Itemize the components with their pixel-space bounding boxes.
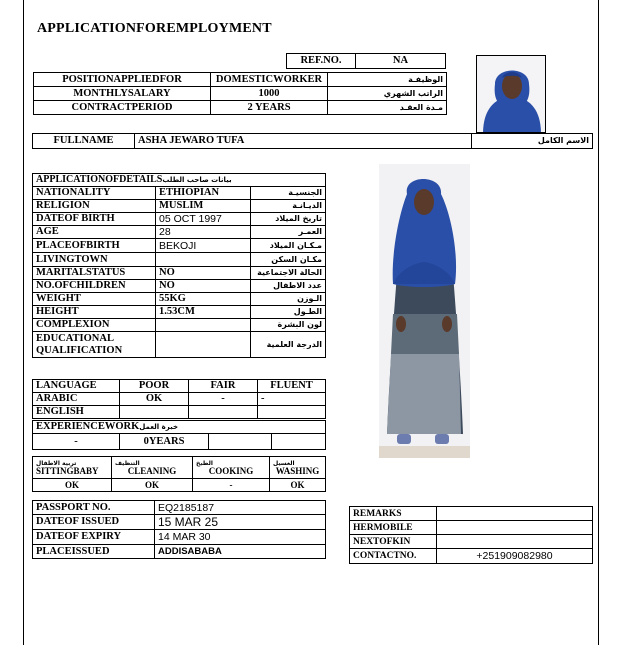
details-header-row <box>33 174 326 187</box>
applicant-fullbody-photo <box>379 164 470 458</box>
table-row <box>350 535 593 549</box>
language-header: LANGUAGE <box>33 380 120 393</box>
poor-header: POOR <box>120 380 189 393</box>
weight-arabic: الـوزن <box>251 293 326 306</box>
experience-value-4 <box>272 434 326 450</box>
arabic-fair: - <box>189 393 258 406</box>
details-table <box>32 173 326 358</box>
height-arabic: الطـول <box>251 306 326 319</box>
experience-value-1: - <box>33 434 120 450</box>
skill-cleaning-value: OK <box>112 479 193 492</box>
skill-washing-value: OK <box>270 479 326 492</box>
skill-washing-label: WASHING <box>275 465 320 476</box>
place-issued-value: ADDISABABA <box>155 545 326 559</box>
fullname-arabic: الاسم الكامل <box>472 134 593 149</box>
nextofkin-label: NEXTOFKIN <box>350 535 437 549</box>
complexion-arabic: لون البشرة <box>251 319 326 332</box>
remarks-value <box>437 507 593 521</box>
language-header-row <box>33 380 326 393</box>
pob-value: BEKOJI <box>156 239 251 253</box>
children-value: NO <box>156 280 251 293</box>
height-label: HEIGHT <box>33 306 156 319</box>
position-value: DOMESTICWORKER <box>211 73 328 87</box>
table-row <box>33 545 326 559</box>
details-header <box>33 174 326 187</box>
education-value <box>156 332 251 358</box>
marital-label: MARITALSTATUS <box>33 267 156 280</box>
table-row <box>33 293 326 306</box>
complexion-value <box>156 319 251 332</box>
fullbody-image <box>379 164 470 458</box>
ref-value: NA <box>356 54 446 69</box>
passport-no-label: PASSPORT NO. <box>33 501 155 515</box>
salary-row <box>34 87 447 101</box>
table-row <box>350 549 593 564</box>
height-value: 1.53CM <box>156 306 251 319</box>
table-row <box>33 226 326 239</box>
table-row <box>350 507 593 521</box>
applicant-headshot <box>476 55 546 133</box>
table-row <box>33 434 326 450</box>
position-table <box>33 72 447 115</box>
pob-arabic: مـكـان الميلاد <box>251 239 326 253</box>
skill-cleaning <box>112 457 193 479</box>
skill-cooking-arabic: الطبخ <box>196 459 213 467</box>
expiry-label: DATEOF EXPIRY <box>33 530 155 545</box>
position-arabic: الوظيفـة <box>328 73 447 87</box>
table-row <box>33 200 326 213</box>
skill-cleaning-label: CLEANING <box>127 465 177 476</box>
age-arabic: العمـر <box>251 226 326 239</box>
fullname-table <box>32 133 593 149</box>
english-lang-label: ENGLISH <box>33 406 120 419</box>
nationality-arabic: الجنسيـة <box>251 187 326 200</box>
details-header-arabic: بيانات صاحب الطلب <box>162 176 232 184</box>
table-row <box>33 406 326 419</box>
contract-arabic: مـدة العقـد <box>328 101 447 115</box>
arabic-fluent: - <box>258 393 326 406</box>
nationality-label: NATIONALITY <box>33 187 156 200</box>
contact-table <box>349 506 593 564</box>
marital-arabic: الحالة الاجتماعية <box>251 267 326 280</box>
issued-label: DATEOF ISSUED <box>33 515 155 530</box>
table-row <box>33 267 326 280</box>
livingtown-value <box>156 253 251 267</box>
experience-header <box>33 421 326 434</box>
skill-cooking <box>193 457 270 479</box>
skills-table <box>32 456 326 492</box>
experience-arabic: خبرة العمل <box>139 423 179 431</box>
experience-value-3 <box>209 434 272 450</box>
position-label: POSITIONAPPLIEDFOR <box>34 73 211 87</box>
fullname-label: FULLNAME <box>33 134 135 149</box>
ref-table <box>286 53 446 69</box>
skill-sitting-value: OK <box>33 479 112 492</box>
age-value: 28 <box>156 226 251 239</box>
education-arabic: الدرجة العلمية <box>251 332 326 358</box>
table-row <box>33 479 326 492</box>
right-page-border <box>598 0 599 645</box>
religion-value: MUSLIM <box>156 200 251 213</box>
salary-arabic: الراتب الشهري <box>328 87 447 101</box>
age-label: AGE <box>33 226 156 239</box>
salary-label: MONTHLYSALARY <box>34 87 211 101</box>
table-row <box>33 319 326 332</box>
contact-label: CONTACTNO. <box>350 549 437 564</box>
table-row <box>350 521 593 535</box>
english-fluent <box>258 406 326 419</box>
english-poor <box>120 406 189 419</box>
passport-table <box>32 500 326 559</box>
pob-label: PLACEOFBIRTH <box>33 239 156 253</box>
contact-value: +251909082980 <box>437 549 593 564</box>
skill-cooking-value: - <box>193 479 270 492</box>
nationality-value: ETHIOPIAN <box>156 187 251 200</box>
religion-arabic: الديـانـة <box>251 200 326 213</box>
weight-label: WEIGHT <box>33 293 156 306</box>
contract-value: 2 YEARS <box>211 101 328 115</box>
details-header-label: APPLICATIONOFDETAILS <box>36 174 163 185</box>
table-row <box>33 306 326 319</box>
experience-table <box>32 420 326 450</box>
table-row <box>33 213 326 226</box>
mobile-label: HERMOBILE <box>350 521 437 535</box>
place-issued-label: PLACEISSUED <box>33 545 155 559</box>
arabic-lang-label: ARABIC <box>33 393 120 406</box>
weight-value: 55KG <box>156 293 251 306</box>
table-row <box>33 280 326 293</box>
religion-label: RELIGION <box>33 200 156 213</box>
table-row <box>33 530 326 545</box>
livingtown-arabic: مكـان السكن <box>251 253 326 267</box>
expiry-value: 14 MAR 30 <box>155 530 326 545</box>
skill-washing-arabic: الغسيل <box>273 459 295 467</box>
fluent-header: FLUENT <box>258 380 326 393</box>
nextofkin-value <box>437 535 593 549</box>
headshot-image <box>477 56 546 133</box>
mobile-value <box>437 521 593 535</box>
skill-sitting-arabic: تربية الاطفال <box>36 459 77 467</box>
skill-washing <box>270 457 326 479</box>
education-label: EDUCATIONAL QUALIFICATION <box>33 332 156 358</box>
skill-cleaning-arabic: التنظيف <box>115 459 140 467</box>
dob-arabic: تاريخ الميلاد <box>251 213 326 226</box>
ref-label: REF.NO. <box>287 54 356 69</box>
position-row <box>34 73 447 87</box>
children-label: NO.OFCHILDREN <box>33 280 156 293</box>
skills-header-row <box>33 457 326 479</box>
fair-header: FAIR <box>189 380 258 393</box>
table-row <box>33 253 326 267</box>
table-row <box>33 501 326 515</box>
form-title: APPLICATIONFOREMPLOYMENT <box>37 21 272 36</box>
dob-label: DATEOF BIRTH <box>33 213 156 226</box>
skill-sitting-label: SITTINGBABY <box>36 465 99 476</box>
english-fair <box>189 406 258 419</box>
fullname-value: ASHA JEWARO TUFA <box>135 134 472 149</box>
experience-header-row <box>33 421 326 434</box>
skill-cooking-label: COOKING <box>208 465 254 476</box>
arabic-poor: OK <box>120 393 189 406</box>
experience-value-2: 0YEARS <box>120 434 209 450</box>
passport-no-value: EQ2185187 <box>155 501 326 515</box>
contract-label: CONTRACTPERIOD <box>34 101 211 115</box>
complexion-label: COMPLEXION <box>33 319 156 332</box>
remarks-label: REMARKS <box>350 507 437 521</box>
table-row <box>33 515 326 530</box>
dob-value: 05 OCT 1997 <box>156 213 251 226</box>
contract-row <box>34 101 447 115</box>
salary-value: 1000 <box>211 87 328 101</box>
marital-value: NO <box>156 267 251 280</box>
table-row <box>33 187 326 200</box>
table-row <box>33 332 326 358</box>
children-arabic: عدد الاطفال <box>251 280 326 293</box>
language-table <box>32 379 326 419</box>
issued-value: 15 MAR 25 <box>155 515 326 530</box>
skill-sitting <box>33 457 112 479</box>
table-row <box>33 393 326 406</box>
table-row <box>33 239 326 253</box>
experience-label: EXPERIENCEWORK <box>36 421 140 432</box>
livingtown-label: LIVINGTOWN <box>33 253 156 267</box>
left-page-border <box>23 0 24 645</box>
